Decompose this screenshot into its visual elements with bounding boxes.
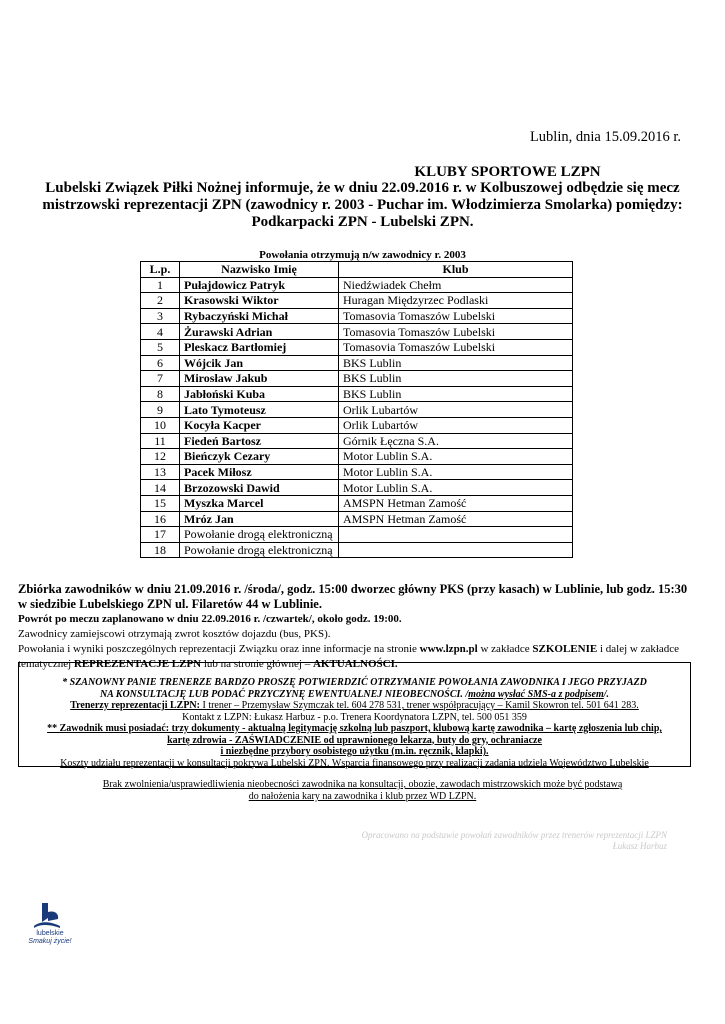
table-row [141, 511, 573, 527]
row-name: Mirosław Jakub [180, 371, 339, 387]
logo-text [28, 930, 72, 946]
table-row [141, 433, 573, 449]
section-aktualnosci: AKTUALNOŚCI. [312, 658, 398, 670]
absence-line-1: Brak zwolnienia/usprawiedliwienia nieobecności zawodnika na konsultacji, obozie, zawodach mistrzowskich może być podstawą [102, 779, 623, 790]
section-reprezentacje: REPREZENTACJE LZPN [73, 658, 202, 670]
table-header-row [141, 262, 573, 278]
row-club: Motor Lublin S.A. [339, 480, 573, 496]
row-club: Motor Lublin S.A. [339, 464, 573, 480]
row-lp: 1 [141, 277, 180, 293]
website-text-3: i dalej w zakładce tematycznej [18, 643, 680, 670]
row-lp: 9 [141, 402, 180, 418]
header-name: Nazwisko Imię [180, 262, 339, 278]
notice-line-1: * SZANOWNY PANIE TRENERZE BARDZO PROSZĘ POTWIERDZIĆ OTRZYMANIE POWOŁANIA ZAWODNIKA I JEGO PRZYJAZD [62, 677, 647, 688]
notice-line-6: kartę zdrowia - ZAŚWIADCZENIE od uprawnionego lekarza, buty do gry, ochraniacze [167, 734, 542, 746]
row-club: Orlik Lubartów [339, 402, 573, 418]
notice-line-2c: /. [603, 688, 610, 700]
row-lp: 2 [141, 293, 180, 309]
row-club: Orlik Lubartów [339, 417, 573, 433]
row-club: Górnik Łęczna S.A. [339, 433, 573, 449]
row-club [339, 542, 573, 558]
coaches-label: Trenerzy reprezentacji LZPN: [70, 700, 200, 711]
row-lp: 7 [141, 371, 180, 387]
notice-line-7: i niezbędne przybory osobistego użytku (m.in. ręcznik, klapki). [220, 746, 489, 757]
notice-line-5: ** Zawodnik musi posiadać: trzy dokumenty - aktualną legitymację szkolną lub paszport, klubową kartę zawodnika – kartę zgłoszenia lub chip, [47, 723, 662, 734]
row-lp: 16 [141, 511, 180, 527]
table-row [141, 277, 573, 293]
row-lp: 8 [141, 386, 180, 402]
row-lp: 11 [141, 433, 180, 449]
row-club [339, 527, 573, 543]
row-club: AMSPN Hetman Zamość [339, 511, 573, 527]
return-line: Powrót po meczu zaplanowano w dniu 22.09.2016 r. /czwartek/, około godz. 19:00. [18, 613, 402, 625]
table-row [141, 480, 573, 496]
notice-line-4: Kontakt z LZPN: Łukasz Harbuz - p.o. Trenera Koordynatora LZPN, tel. 500 051 359 [182, 711, 527, 723]
row-club: BKS Lublin [339, 355, 573, 371]
row-name: Bieńczyk Cezary [180, 449, 339, 465]
table-row [141, 542, 573, 558]
row-name: Rybaczyński Michał [180, 308, 339, 324]
intro-paragraph: Lubelski Związek Piłki Nożnej informuje, że w dniu 22.09.2016 r. w Kolbuszowej odbędzie się mecz mistrzowski reprezentacji ZPN (zawodnicy r. 2003 - Puchar im. Włodzimierza Smolarka) pomiędzy: Podkarpacki ZPN - Lubelski ZPN. [42, 180, 683, 230]
table-row [141, 308, 573, 324]
row-lp: 18 [141, 542, 180, 558]
row-club: Niedźwiadek Chełm [339, 277, 573, 293]
row-lp: 10 [141, 417, 180, 433]
table-row [141, 371, 573, 387]
table-row [141, 402, 573, 418]
row-name: Wójcik Jan [180, 355, 339, 371]
row-name: Pułajdowicz Patryk [180, 277, 339, 293]
row-lp: 17 [141, 527, 180, 543]
row-club: Huragan Międzyrzec Podlaski [339, 293, 573, 309]
table-row [141, 324, 573, 340]
notice-sms: można wysłać SMS-a z podpisem [468, 688, 604, 700]
website-text-2: w zakładce [477, 643, 533, 655]
row-club: Tomasovia Tomaszów Lubelski [339, 339, 573, 355]
row-name: Żurawski Adrian [180, 324, 339, 340]
row-club: BKS Lublin [339, 371, 573, 387]
row-lp: 12 [141, 449, 180, 465]
table-row [141, 355, 573, 371]
row-name: Brzozowski Dawid [180, 480, 339, 496]
row-lp: 5 [141, 339, 180, 355]
row-lp: 14 [141, 480, 180, 496]
website-text-4: lub na stronie głównej – [201, 658, 313, 670]
absence-line-2: do nałożenia kary na zawodnika i klub przez WD LZPN. [248, 791, 477, 802]
row-name: Mróz Jan [180, 511, 339, 527]
notice-box [18, 662, 691, 767]
row-lp: 13 [141, 464, 180, 480]
row-name: Krasowski Wiktor [180, 293, 339, 309]
gathering-info [18, 582, 698, 672]
absence-warning [0, 779, 725, 803]
row-lp: 4 [141, 324, 180, 340]
table-row [141, 449, 573, 465]
row-name: Lato Tymoteusz [180, 402, 339, 418]
row-name: Jabłoński Kuba [180, 386, 339, 402]
row-name: Powołanie drogą elektroniczną [180, 542, 339, 558]
header-club: Klub [339, 262, 573, 278]
table-row [141, 495, 573, 511]
table-body [141, 277, 573, 558]
website-link[interactable]: www.lzpn.pl [419, 643, 478, 655]
row-name: Pleskacz Bartłomiej [180, 339, 339, 355]
row-lp: 6 [141, 355, 180, 371]
row-club: Tomasovia Tomaszów Lubelski [339, 324, 573, 340]
logo-text-2: Smakuj życie! [28, 938, 72, 945]
table-row [141, 386, 573, 402]
notice-line-2a: NA KONSULTACJĘ LUB PODAĆ PRZYCZYNĘ EWENTUALNEJ NIEOBECNOŚCI. / [99, 688, 469, 700]
notice-line-3 [19, 700, 690, 712]
header-lp: L.p. [141, 262, 180, 278]
table-row [141, 339, 573, 355]
row-lp: 3 [141, 308, 180, 324]
row-club: AMSPN Hetman Zamość [339, 495, 573, 511]
notice-line-2 [19, 689, 690, 701]
row-name: Kocyła Kacper [180, 417, 339, 433]
prepared-by [0, 830, 667, 852]
section-szkolenie: SZKOLENIE [532, 643, 598, 655]
notice-line-8: Koszty udziału reprezentacji w konsultacji pokrywa Lubelski ZPN. Wsparcia finansowego przy realizacji zadania udziela Województwo Lubelskie [60, 757, 649, 769]
row-name: Fiedeń Bartosz [180, 433, 339, 449]
travel-refund-line: Zawodnicy zamiejscowi otrzymają zwrot kosztów dojazdu (bus, PKS). [18, 628, 331, 640]
date-line: Lublin, dnia 15.09.2016 r. [529, 129, 681, 145]
document-heading: KLUBY SPORTOWE LZPN [414, 164, 601, 180]
table-row [141, 417, 573, 433]
website-text-1: Powołania i wyniki poszczególnych reprezentacji Związku oraz inne informacje na stronie [18, 643, 420, 655]
row-club: Motor Lublin S.A. [339, 449, 573, 465]
row-club: Tomasovia Tomaszów Lubelski [339, 308, 573, 324]
row-name: Powołanie drogą elektroniczną [180, 527, 339, 543]
table-row [141, 293, 573, 309]
logo-text-1: lubelskie [36, 930, 64, 937]
table-row [141, 464, 573, 480]
row-lp: 15 [141, 495, 180, 511]
table-row [141, 527, 573, 543]
gathering-line: Zbiórka zawodników w dniu 21.09.2016 r. /środa/, godz. 15:00 dworzec główny PKS (przy kasach) w Lublinie, lub godz. 15:30 w siedzibie Lubelskiego ZPN ul. Filaretów 44 w Lublinie. [18, 582, 688, 611]
table-caption: Powołania otrzymują n/w zawodnicy r. 2003 [259, 249, 466, 261]
players-table [140, 261, 573, 558]
coaches-info: I trener – Przemysław Szymczak tel. 604 278 531, trener współpracujący – Kamil Skowron tel. 501 641 283. [199, 700, 639, 711]
row-name: Myszka Marcel [180, 495, 339, 511]
row-club: BKS Lublin [339, 386, 573, 402]
prepared-by-line-2: Łukasz Harbuz [612, 841, 667, 851]
prepared-by-line-1: Opracowano na podstawie powołań zawodników przez trenerów reprezentacji LZPN [361, 830, 667, 840]
row-name: Pacek Miłosz [180, 464, 339, 480]
